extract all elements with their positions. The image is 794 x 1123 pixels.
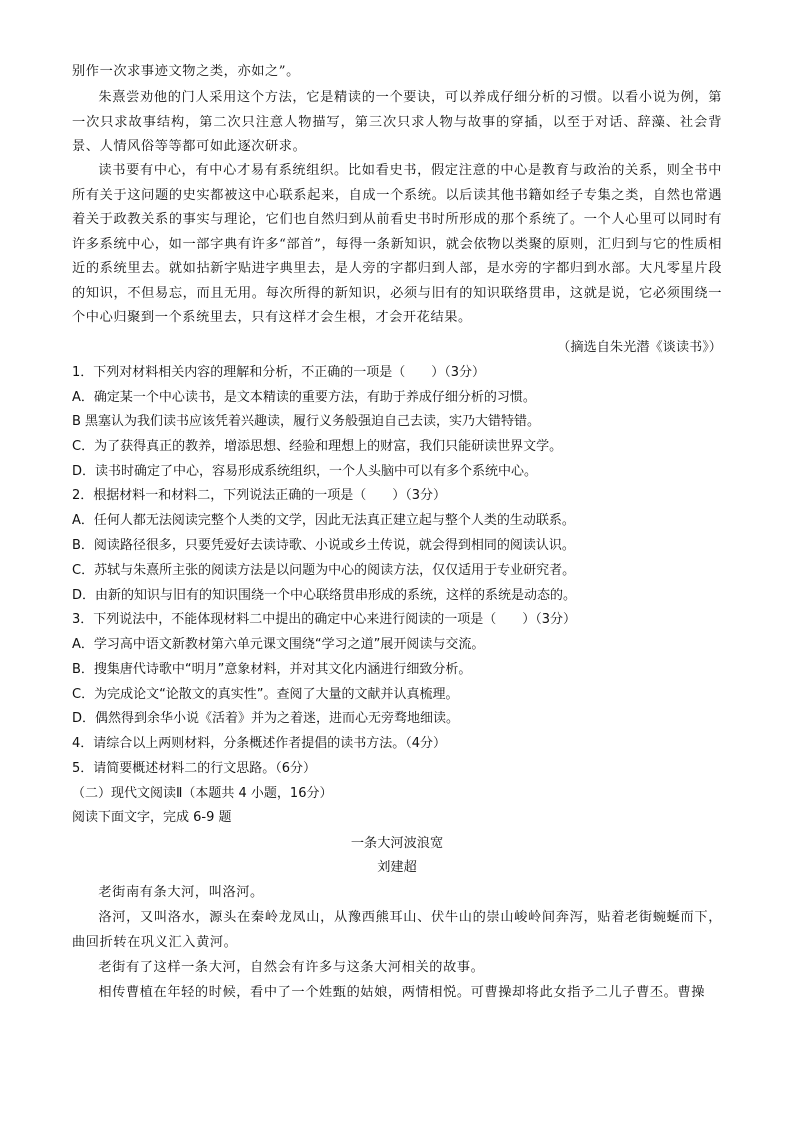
question-3-stem: 3．下列说法中，不能体现材料二中提出的确定中心来进行阅读的一项是（ ）（3分）: [72, 612, 577, 627]
question-4: 4．请综合以上两则材料，分条概述作者提倡的读书方法。（4分）: [72, 736, 447, 751]
passage1-paragraph-3: 读书要有中心，有中心才易有系统组织。比如看史书，假定注意的中心是教育与政治的关系，则全书中所有关于这问题的史实都被这中心联系起来，自成一个系统。以后读其他书籍如经子专集之类，自然也常遇着关于政教关系的事实与理论，它们也自然归到从前看史书时所形成的那个系统了。一个人心里可以同时有许多系统中心，如一部字典有许多“部首”，每得一条新知识，就会依物以类聚的原则，汇归到与它的性质相近的系统里去。就如拈新字贴进字典里去，是人旁的字都归到人部，是水旁的字都归到水部。大凡零星片段的知识，不但易忘，而且无用。每次所得的新知识，必须与旧有的知识联络贯串，这就是说，它必须围绕一个中心归聚到一个系统里去，只有这样才会生根，才会开花结果。: [72, 163, 722, 325]
story-title: 一条大河波浪宽: [350, 836, 444, 851]
question-2-option-b: B．阅读路径很多，只要凭爱好去读诗歌、小说或乡土传说，就会得到相同的阅读认识。: [72, 538, 575, 553]
question-5: 5．请简要概述材料二的行文思路。（6分）: [72, 761, 317, 776]
question-3-option-a: A．学习高中语文新教材第六单元课文围绕“学习之道”展开阅读与交流。: [72, 637, 485, 652]
question-1-stem: 1．下列对材料相关内容的理解和分析，不正确的一项是（ ）（3分）: [72, 365, 486, 380]
question-2-option-a: A．任何人都无法阅读完整个人类的文学，因此无法真正建立起与整个人类的生动联系。: [72, 513, 575, 528]
question-1-option-d: D．读书时确定了中心，容易形成系统组织，一个人头脑中可以有多个系统中心。: [72, 464, 538, 479]
passage1-paragraph-1: 别作一次求事迹文物之类，亦如之”。: [72, 64, 300, 79]
question-3-option-c: C．为完成论文“论散文的真实性”。查阅了大量的文献并认真梳理。: [72, 687, 459, 702]
section-heading: （二）现代文阅读Ⅱ（本题共 4 小题，16分）: [72, 786, 333, 801]
question-1-option-a: A．确定某一个中心读书，是文本精读的重要方法，有助于养成仔细分析的习惯。: [72, 390, 536, 405]
question-3-option-d: D．偶然得到余华小说《活着》并为之着迷，进而心无旁骛地细读。: [72, 711, 460, 726]
story-author: 刘建超: [377, 860, 417, 875]
question-1-option-c: C．为了获得真正的教养，增添思想、经验和理想上的财富，我们只能研读世界文学。: [72, 439, 563, 454]
story-paragraph-4: 相传曹植在年轻的时候，看中了一个姓甄的姑娘，两情相悦。可曹操却将此女指予二儿子曹丕。曹操: [98, 985, 706, 1000]
question-2-option-c: C．苏轼与朱熹所主张的阅读方法是以问题为中心的阅读方法，仅仅适用于专业研究者。: [72, 563, 576, 578]
question-2-option-d: D．由新的知识与旧有的知识围绕一个中心联络贯串形成的系统，这样的系统是动态的。: [72, 588, 577, 603]
question-3-option-b: B．搜集唐代诗歌中“明月”意象材料，并对其文化内涵进行细致分析。: [72, 662, 472, 677]
story-paragraph-3: 老街有了这样一条大河，自然会有许多与这条大河相关的故事。: [98, 960, 485, 975]
passage1-paragraph-2: 朱熹尝劝他的门人采用这个方法，它是精读的一个要诀，可以养成仔细分析的习惯。以看小说为例，第一次只求故事结构，第二次只注意人物描写，第三次只求人物与故事的穿插，以至于对话、辞藻、社会背景、人情风俗等等都可如此逐次研求。: [72, 90, 722, 154]
story-paragraph-1: 老街南有条大河，叫洛河。: [98, 885, 264, 900]
question-1-option-b: B 黑塞认为我们读书应该凭着兴趣读，履行义务般强迫自己去读，实乃大错特错。: [72, 414, 541, 429]
section-instruction: 阅读下面文字，完成 6-9 题: [72, 810, 232, 825]
question-2-stem: 2．根据材料一和材料二，下列说法正确的一项是（ ）（3分）: [72, 488, 447, 503]
story-paragraph-2: 洛河，又叫洛水，源头在秦岭龙凤山，从豫西熊耳山、伏牛山的崇山峻岭间奔泻，贴着老街蜿蜒而下，曲回折转在巩义汇入黄河。: [72, 910, 722, 950]
passage1-source: （摘选自朱光潜《谈读书》）: [557, 340, 722, 355]
